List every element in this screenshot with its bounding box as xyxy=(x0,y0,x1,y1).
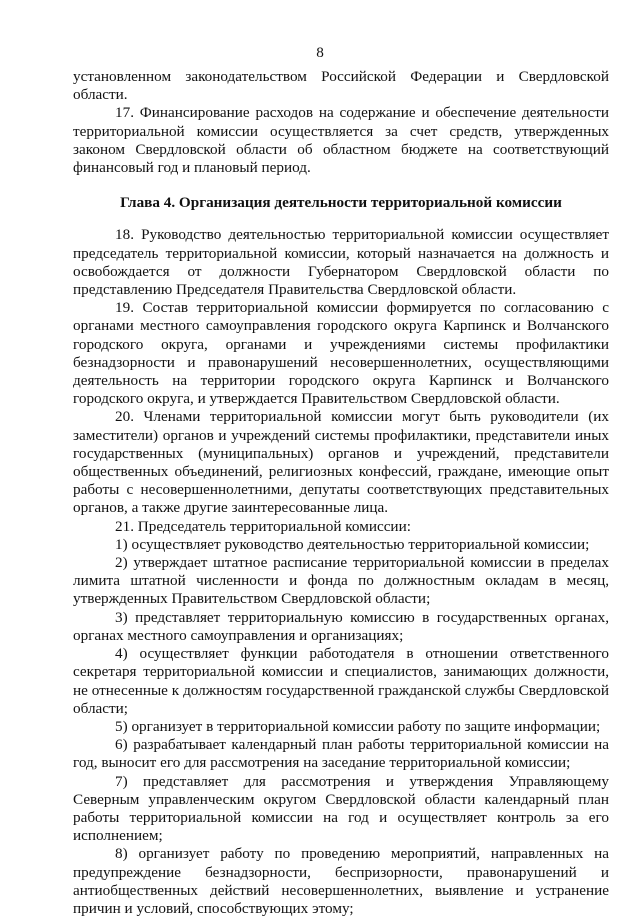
paragraph-17: 17. Финансирование расходов на содержание и обеспечение деятельности территориальной комиссии осуществляется за счет средств, утвержденных законом Свердловской области об областном бюджете на соответствующий финансовый год и плановый период. xyxy=(73,104,609,177)
paragraph-21: 21. Председатель территориальной комиссии: xyxy=(115,517,411,535)
paragraph-continuation: установленном законодательством Российской Федерации и Свердловской области. xyxy=(73,68,609,104)
list-item-3: 3) представляет территориальную комиссию в государственных органах, органах местного самоуправления и организациях; xyxy=(73,608,609,644)
paragraph-19: 19. Состав территориальной комиссии формируется по согласованию с органами местного самоуправления городского округа Карпинск и Волчанского городского округа, органами и учреждениями системы профилактики безнадзорности и правонарушений несовершеннолетних, осуществляющими деятельность на территории городского округа Карпинск и Волчанского городского округа, и утверждается Правительством Свердловской области. xyxy=(73,299,609,408)
page-number: 8 xyxy=(316,44,324,61)
list-item-1: 1) осуществляет руководство деятельностью территориальной комиссии; xyxy=(115,535,590,553)
list-item-6: 6) разрабатывает календарный план работы территориальной комиссии на год, выносит его для рассмотрения на заседание территориальной комиссии; xyxy=(73,736,609,772)
list-item-2: 2) утверждает штатное расписание территориальной комиссии в пределах лимита штатной численности и фонда по должностным окладам в месяц, утвержденных Правительством Свердловской области; xyxy=(73,554,609,608)
paragraph-18: 18. Руководство деятельностью территориальной комиссии осуществляет председатель территориальной комиссии, который назначается на должность и освобождается от должности Губернатором Свердловской области по представлению Председателя Правительства Свердловской области. xyxy=(73,226,609,299)
chapter-heading: Глава 4. Организация деятельности территориальной комиссии xyxy=(120,194,562,212)
list-item-8: 8) организует работу по проведению мероприятий, направленных на предупреждение безнадзорности, беспризорности, правонарушений и антиобщественных действий несовершеннолетних, выявление и устранение причин и условий, способствующих этому; xyxy=(73,845,609,917)
list-item-4: 4) осуществляет функции работодателя в отношении ответственного секретаря территориальной комиссии и специалистов, занимающих должности, не отнесенные к должностям государственной гражданской службы Свердловской области; xyxy=(73,645,609,717)
paragraph-20: 20. Членами территориальной комиссии могут быть руководители (их заместители) органов и учреждений системы профилактики, представители иных государственных (муниципальных) органов и учреждений, представители общественных объединений, религиозных конфессий, граждане, имеющие опыт работы с несовершеннолетними, депутаты соответствующих представительных органов, а также другие заинтересованные лица. xyxy=(73,408,609,517)
list-item-5: 5) организует в территориальной комиссии работу по защите информации; xyxy=(115,717,601,735)
list-item-7: 7) представляет для рассмотрения и утверждения Управляющему Северным управленческим округом Свердловской области календарный план работы территориальной комиссии на год и осуществляет контроль за его исполнением; xyxy=(73,772,609,845)
document-body xyxy=(73,68,609,918)
